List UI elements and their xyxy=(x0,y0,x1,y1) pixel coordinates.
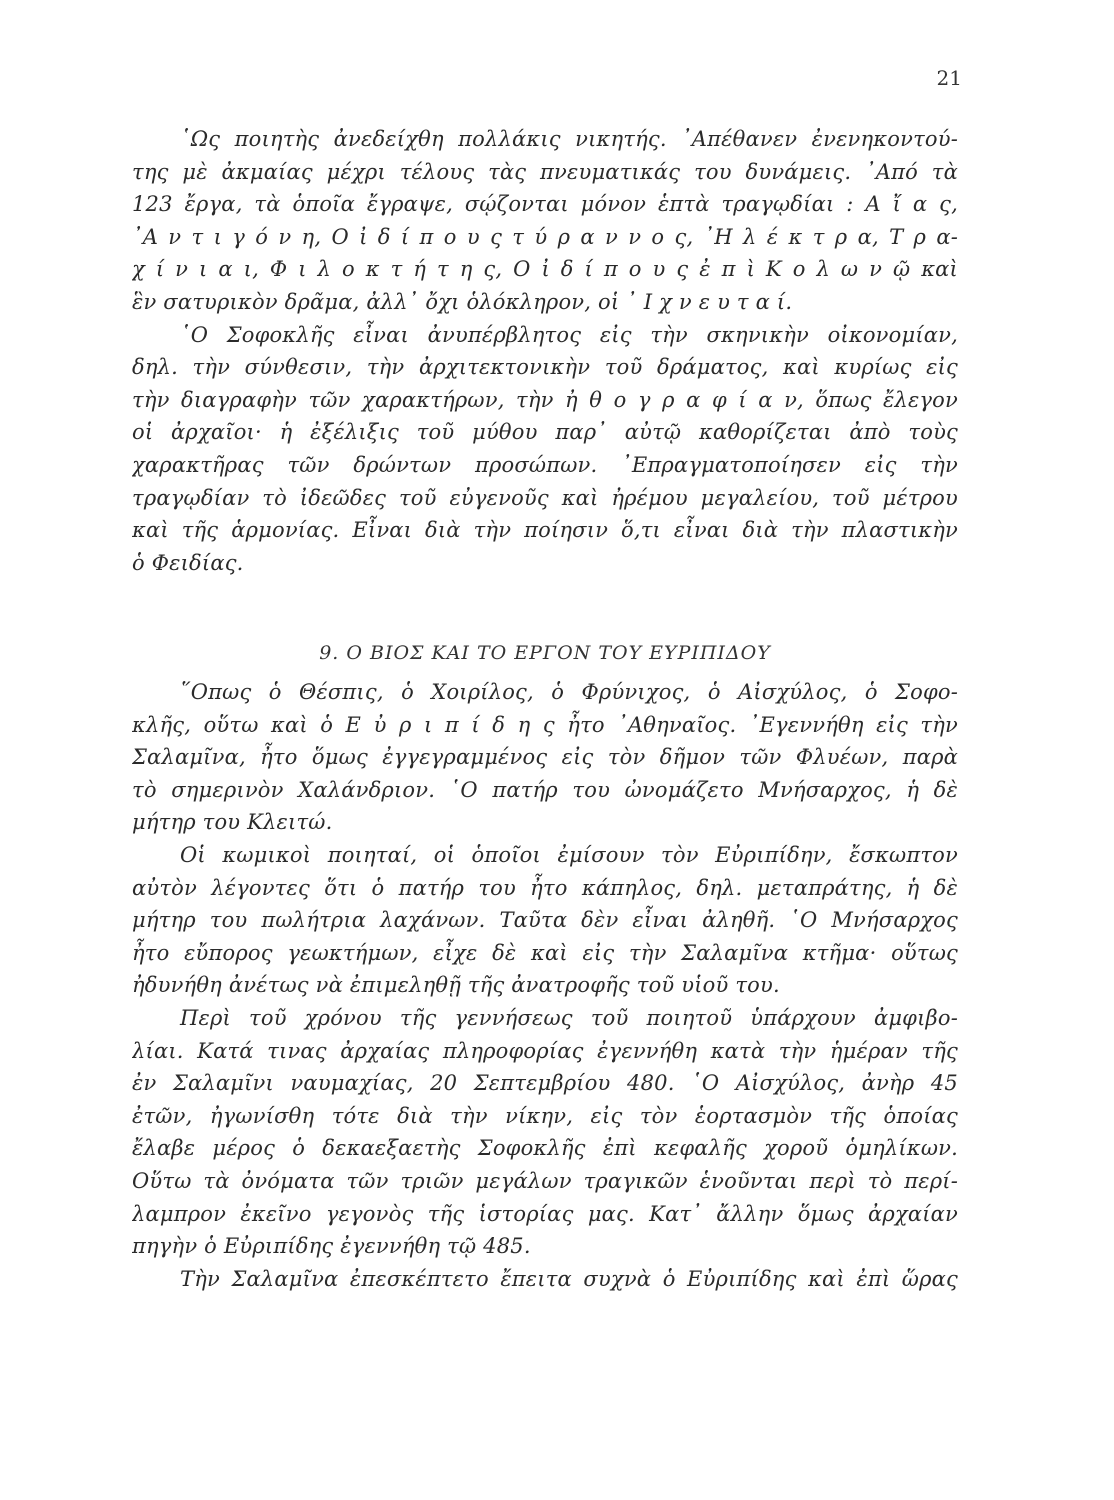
text-line: ἠδυνήθη ἀνέτως νὰ ἐπιμεληθῇ τῆς ἀνατροφῆς τοῦ υἱοῦ του. xyxy=(132,973,780,998)
text-line: ῞Οπως ὁ Θέσπις, ὁ Χοιρίλος, ὁ Φρύνιχος, ὁ Αἰσχύλος, ὁ Σοφο- xyxy=(180,680,958,704)
text-line: ἐτῶν, ἠγωνίσθη τότε διὰ τὴν νίκην, εἰς τὸν ἑορτασμὸν τῆς ὁποίας xyxy=(132,1103,958,1128)
text-line: καὶ τῆς ἁρμονίας. Εἶναι διὰ τὴν ποίησιν ὅ,τι εἶναι διὰ τὴν πλαστικὴν xyxy=(132,518,958,543)
text-line: λίαι. Κατά τινας ἀρχαίας πληροφορίας ἐγεννήθη κατὰ τὴν ἡμέραν τῆς xyxy=(132,1038,958,1063)
text-line: ἦτο εὔπορος γεωκτήμων, εἶχε δὲ καὶ εἰς τὴν Σαλαμῖνα κτῆμα· οὕτως xyxy=(132,940,958,965)
text-line: Περὶ τοῦ χρόνου τῆς γεννήσεως τοῦ ποιητοῦ ὑπάρχουν ἀμφιβο- xyxy=(180,1005,958,1030)
text-line: πηγὴν ὁ Εὐριπίδης ἐγεννήθη τῷ 485. xyxy=(132,1234,531,1259)
text-line: ῾Ως ποιητὴς ἀνεδείχθη πολλάκις νικητής. ᾿Απέθανεν ἐνενηκοντού- xyxy=(180,127,958,151)
text-line: μήτηρ του πωλήτρια λαχάνων. Ταῦτα δὲν εἶναι ἀληθῆ. ῾Ο Μνήσαρχος xyxy=(132,908,958,933)
paragraph-euripides xyxy=(132,676,958,1295)
text-line: ῾Ο Σοφοκλῆς εἶναι ἀνυπέρβλητος εἰς τὴν σκηνικὴν οἰκονομίαν, xyxy=(180,322,958,347)
text-line: τὴν διαγραφὴν τῶν χαρακτήρων, τὴν ἠ θ ο γ ρ α φ ί α ν, ὅπως ἔλεγον xyxy=(132,387,958,412)
text-line: λαμπρον ἐκεῖνο γεγονὸς τῆς ἱστορίας μας. Κατ᾿ ἄλλην ὅμως ἀρχαίαν xyxy=(132,1201,958,1226)
text-line: τὸ σημερινὸν Χαλάνδριον. ῾Ο πατήρ του ὠνομάζετο Μνήσαρχος, ἡ δὲ xyxy=(132,777,958,802)
text-line: ἓν σατυρικὸν δρᾶμα, ἀλλ᾿ ὄχι ὁλόκληρον, οἱ ᾿ Ι χ ν ε υ τ α ί. xyxy=(132,289,793,314)
text-line: ἐν Σαλαμῖνι ναυμαχίας, 20 Σεπτεμβρίου 480. ῾Ο Αἰσχύλος, ἀνὴρ 45 xyxy=(132,1071,958,1096)
text-line: της μὲ ἀκμαίας μέχρι τέλους τὰς πνευματικάς του δυνάμεις. ᾿Από τὰ xyxy=(132,159,958,184)
text-line: Τὴν Σαλαμῖνα ἐπεσκέπτετο ἔπειτα συχνὰ ὁ Εὐριπίδης καὶ ἐπὶ ὥρας xyxy=(180,1266,958,1291)
text-line: τραγῳδίαν τὸ ἰδεῶδες τοῦ εὐγενοῦς καὶ ἠρέμου μεγαλείου, τοῦ μέτρου xyxy=(132,485,958,510)
text-line: Οὕτω τὰ ὀνόματα τῶν τριῶν μεγάλων τραγικῶν ἑνοῦνται περὶ τὸ περί- xyxy=(132,1168,958,1193)
text-line: χαρακτῆρας τῶν δρώντων προσώπων. ᾿Επραγματοποίησεν εἰς τὴν xyxy=(132,452,958,477)
text-line: Σαλαμῖνα, ἦτο ὅμως ἐγγεγραμμένος εἰς τὸν δῆμον τῶν Φλυέων, παρὰ xyxy=(132,745,958,770)
text-line: οἱ ἀρχαῖοι· ἡ ἐξέλιξις τοῦ μύθου παρ᾿ αὐτῷ καθορίζεται ἀπὸ τοὺς xyxy=(132,420,958,445)
text-line: κλῆς, οὕτω καὶ ὁ Ε ὐ ρ ι π ί δ η ς ἦτο ᾿Αθηναῖος. ᾿Εγεννήθη εἰς τὴν xyxy=(132,712,958,737)
text-line: δηλ. τὴν σύνθεσιν, τὴν ἀρχιτεκτονικὴν τοῦ δράματος, καὶ κυρίως εἰς xyxy=(132,355,958,380)
text-line: 123 ἔργα, τὰ ὁποῖα ἔγραψε, σῴζονται μόνον ἑπτὰ τραγῳδίαι : Α ἴ α ς, xyxy=(132,192,958,217)
text-line: αὐτὸν λέγοντες ὅτι ὁ πατήρ του ἦτο κάπηλος, δηλ. μεταπράτης, ἡ δὲ xyxy=(132,875,958,900)
text-line: ᾿Α ν τ ι γ ό ν η, Ο ἰ δ ί π ο υ ς τ ύ ρ α ν ν ο ς, ᾿Η λ έ κ τ ρ α, Τ ρ α- xyxy=(132,224,958,249)
section-heading: 9. Ο ΒΙΟΣ ΚΑΙ ΤΟ ΕΡΓΟΝ ΤΟΥ ΕΥΡΙΠΙΔΟΥ xyxy=(319,642,771,664)
text-line: μήτηρ του Κλειτώ. xyxy=(132,810,333,835)
text-line: ὁ Φειδίας. xyxy=(132,550,244,575)
text-line: χ ί ν ι α ι, Φ ι λ ο κ τ ή τ η ς, Ο ἰ δ ί π ο υ ς ἐ π ὶ Κ ο λ ω ν ῷ καὶ xyxy=(132,257,958,282)
text-line: ἔλαβε μέρος ὁ δεκαεξαετὴς Σοφοκλῆς ἐπὶ κεφαλῆς χοροῦ ὁμηλίκων. xyxy=(132,1136,958,1161)
text-line: Οἱ κωμικοὶ ποιηταί, οἱ ὁποῖοι ἐμίσουν τὸν Εὐριπίδην, ἔσκωπτον xyxy=(180,842,958,867)
paragraph-sophocles xyxy=(132,123,958,579)
page-number: 21 xyxy=(936,66,962,90)
